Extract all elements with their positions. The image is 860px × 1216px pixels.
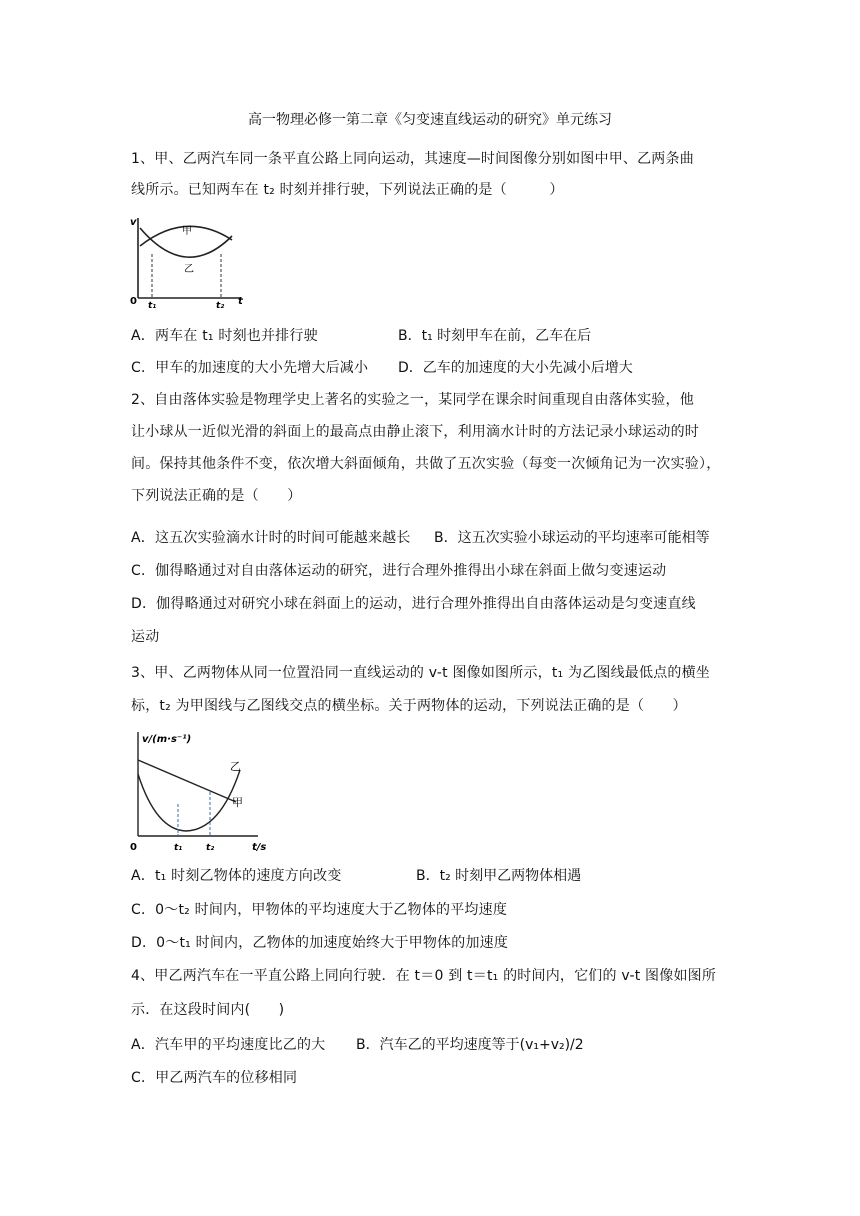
q3-fig-t2: t₂ xyxy=(206,843,215,853)
q2-option-b: B．这五次实验小球运动的平均速率可能相等 xyxy=(434,530,710,546)
q2-stem-line3: 间。保持其他条件不变，依次增大斜面倾角，共做了五次实验（每变一次倾角记为一次实验）， xyxy=(131,456,721,472)
q2-option-d-line1: D．伽得略通过对研究小球在斜面上的运动，进行合理外推得出自由落体运动是匀变速直线 xyxy=(131,596,696,612)
q1-fig-jia-label: 甲 xyxy=(182,226,192,237)
q4-option-a: A．汽车甲的平均速度比乙的大 xyxy=(131,1037,326,1053)
q3-option-c: C．0～t₂ 时间内，甲物体的平均速度大于乙物体的平均速度 xyxy=(131,902,508,918)
q1-fig-t2: t₂ xyxy=(216,301,225,311)
page-title: 高一物理必修一第二章《匀变速直线运动的研究》单元练习 xyxy=(248,112,612,128)
q1-option-c: C．甲车的加速度的大小先增大后减小 xyxy=(131,360,369,376)
q4-stem-line2: 示．在这段时间内( ) xyxy=(131,1002,285,1018)
q1-option-d: D．乙车的加速度的大小先减小后增大 xyxy=(398,360,633,376)
q3-fig-jia-label: 甲 xyxy=(232,796,243,809)
q2-stem-line2: 让小球从一近似光滑的斜面上的最高点由静止滚下，利用滴水计时的方法记录小球运动的时 xyxy=(131,424,699,440)
q3-fig-v-label: v/(m·s⁻¹) xyxy=(142,734,192,745)
q4-option-b: B．汽车乙的平均速度等于(v₁+v₂)/2 xyxy=(356,1037,584,1053)
q3-vt-figure xyxy=(130,730,270,854)
q3-fig-t1: t₁ xyxy=(174,843,183,853)
q2-option-d-line2: 运动 xyxy=(131,629,160,645)
q2-option-c: C．伽得略通过对自由落体运动的研究，进行合理外推得出小球在斜面上做匀变速运动 xyxy=(131,563,667,579)
q4-option-c: C．甲乙两汽车的位移相同 xyxy=(131,1070,298,1086)
q3-fig-t-label: t/s xyxy=(252,842,267,853)
q3-option-b: B．t₂ 时刻甲乙两物体相遇 xyxy=(416,868,582,884)
q3-fig-yi-label: 乙 xyxy=(230,760,241,773)
q1-stem-line2: 线所示。已知两车在 t₂ 时刻并排行驶，下列说法正确的是（ ） xyxy=(131,182,564,198)
q2-option-a: A．这五次实验滴水计时的时间可能越来越长 xyxy=(131,530,411,546)
q1-fig-t-label: t xyxy=(238,296,243,307)
q1-vt-figure xyxy=(128,212,248,312)
q1-stem-line1: 1、甲、乙两汽车同一条平直公路上同向运动，其速度—时间图像分别如图中甲、乙两条曲 xyxy=(131,151,694,167)
q2-stem-line1: 2、自由落体实验是物理学史上著名的实验之一，某同学在课余时间重现自由落体实验，他 xyxy=(131,392,694,408)
q1-fig-v-label: v xyxy=(130,217,137,228)
q1-fig-t1: t₁ xyxy=(148,301,157,311)
q2-stem-line4: 下列说法正确的是（ ） xyxy=(131,488,302,504)
q4-stem-line1: 4、甲乙两汽车在一平直公路上同向行驶．在 t＝0 到 t＝t₁ 的时间内，它们的 v-t 图像如图所 xyxy=(131,968,717,984)
q1-option-a: A．两车在 t₁ 时刻也并排行驶 xyxy=(131,328,318,344)
q1-fig-origin: 0 xyxy=(130,296,137,307)
q1-option-b: B．t₁ 时刻甲车在前，乙车在后 xyxy=(398,328,592,344)
q3-fig-origin: 0 xyxy=(130,842,137,853)
q3-stem-line1: 3、甲、乙两物体从同一位置沿同一直线运动的 v-t 图像如图所示，t₁ 为乙图线最低点的横坐 xyxy=(131,665,711,681)
q3-option-a: A．t₁ 时刻乙物体的速度方向改变 xyxy=(131,868,342,884)
q1-fig-yi-label: 乙 xyxy=(184,264,194,275)
q3-option-d: D．0～t₁ 时间内，乙物体的加速度始终大于甲物体的加速度 xyxy=(131,935,509,951)
q3-stem-line2: 标，t₂ 为甲图线与乙图线交点的横坐标。关于两物体的运动，下列说法正确的是（ ） xyxy=(131,698,687,714)
